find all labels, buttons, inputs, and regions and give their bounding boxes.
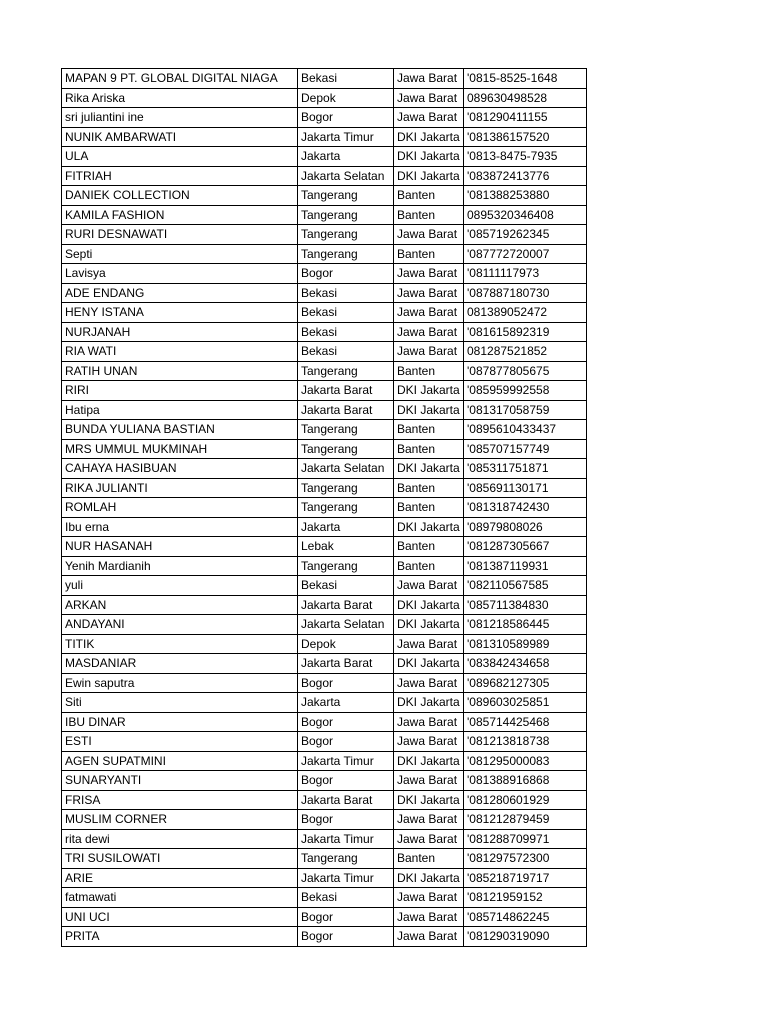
name-cell: ESTI — [62, 732, 298, 752]
city-cell: Jakarta — [298, 693, 394, 713]
city-cell: Tangerang — [298, 186, 394, 206]
name-cell: ULA — [62, 147, 298, 167]
phone-cell: '0895610433437 — [464, 420, 587, 440]
name-cell: Lavisya — [62, 264, 298, 284]
name-cell: RURI DESNAWATI — [62, 225, 298, 245]
table-row — [62, 69, 587, 89]
phone-cell: '081290319090 — [464, 927, 587, 947]
name-cell: ARKAN — [62, 595, 298, 615]
province-cell: Jawa Barat — [394, 322, 464, 342]
city-cell: Tangerang — [298, 420, 394, 440]
city-cell: Jakarta Selatan — [298, 459, 394, 479]
phone-cell: '081287305667 — [464, 537, 587, 557]
name-cell: NUR HASANAH — [62, 537, 298, 557]
phone-cell: '081318742430 — [464, 498, 587, 518]
province-cell: Jawa Barat — [394, 283, 464, 303]
table-row — [62, 283, 587, 303]
table-row — [62, 439, 587, 459]
name-cell: Hatipa — [62, 400, 298, 420]
province-cell: Jawa Barat — [394, 264, 464, 284]
table-row — [62, 868, 587, 888]
province-cell: DKI Jakarta — [394, 751, 464, 771]
phone-cell: 081389052472 — [464, 303, 587, 323]
city-cell: Lebak — [298, 537, 394, 557]
city-cell: Tangerang — [298, 849, 394, 869]
name-cell: ADE ENDANG — [62, 283, 298, 303]
province-cell: DKI Jakarta — [394, 654, 464, 674]
province-cell: Jawa Barat — [394, 888, 464, 908]
name-cell: Ewin saputra — [62, 673, 298, 693]
name-cell: ARIE — [62, 868, 298, 888]
province-cell: DKI Jakarta — [394, 615, 464, 635]
city-cell: Jakarta Barat — [298, 595, 394, 615]
name-cell: DANIEK COLLECTION — [62, 186, 298, 206]
city-cell: Tangerang — [298, 244, 394, 264]
city-cell: Bogor — [298, 712, 394, 732]
name-cell: MAPAN 9 PT. GLOBAL DIGITAL NIAGA — [62, 69, 298, 89]
table-row — [62, 693, 587, 713]
phone-cell: '081212879459 — [464, 810, 587, 830]
table-row — [62, 303, 587, 323]
province-cell: Jawa Barat — [394, 927, 464, 947]
province-cell: DKI Jakarta — [394, 517, 464, 537]
province-cell: Jawa Barat — [394, 225, 464, 245]
name-cell: IBU DINAR — [62, 712, 298, 732]
name-cell: Rika Ariska — [62, 88, 298, 108]
table-row — [62, 673, 587, 693]
city-cell: Bekasi — [298, 303, 394, 323]
table-row — [62, 537, 587, 557]
city-cell: Jakarta Timur — [298, 829, 394, 849]
table-row — [62, 634, 587, 654]
province-cell: Jawa Barat — [394, 771, 464, 791]
phone-cell: 081287521852 — [464, 342, 587, 362]
name-cell: RATIH UNAN — [62, 361, 298, 381]
phone-cell: '08111117973 — [464, 264, 587, 284]
city-cell: Jakarta Timur — [298, 751, 394, 771]
table-row — [62, 615, 587, 635]
province-cell: DKI Jakarta — [394, 868, 464, 888]
province-cell: Jawa Barat — [394, 108, 464, 128]
table-row — [62, 381, 587, 401]
name-cell: FRISA — [62, 790, 298, 810]
table-row — [62, 244, 587, 264]
table-row — [62, 127, 587, 147]
phone-cell: '081297572300 — [464, 849, 587, 869]
province-cell: Banten — [394, 556, 464, 576]
table-row — [62, 849, 587, 869]
phone-cell: '081288709971 — [464, 829, 587, 849]
name-cell: yuli — [62, 576, 298, 596]
phone-cell: '08121959152 — [464, 888, 587, 908]
name-cell: Siti — [62, 693, 298, 713]
city-cell: Bogor — [298, 673, 394, 693]
table-row — [62, 361, 587, 381]
province-cell: Banten — [394, 186, 464, 206]
city-cell: Jakarta Barat — [298, 381, 394, 401]
phone-cell: '081280601929 — [464, 790, 587, 810]
phone-cell: '085719262345 — [464, 225, 587, 245]
table-row — [62, 576, 587, 596]
name-cell: ANDAYANI — [62, 615, 298, 635]
city-cell: Bekasi — [298, 69, 394, 89]
name-cell: rita dewi — [62, 829, 298, 849]
city-cell: Tangerang — [298, 361, 394, 381]
city-cell: Bekasi — [298, 283, 394, 303]
name-cell: MUSLIM CORNER — [62, 810, 298, 830]
city-cell: Bogor — [298, 927, 394, 947]
city-cell: Jakarta Selatan — [298, 166, 394, 186]
phone-cell: '085959992558 — [464, 381, 587, 401]
province-cell: DKI Jakarta — [394, 693, 464, 713]
phone-cell: '0813-8475-7935 — [464, 147, 587, 167]
table-row — [62, 751, 587, 771]
name-cell: FITRIAH — [62, 166, 298, 186]
city-cell: Tangerang — [298, 556, 394, 576]
city-cell: Jakarta — [298, 147, 394, 167]
city-cell: Depok — [298, 88, 394, 108]
province-cell: Jawa Barat — [394, 732, 464, 752]
contact-table — [61, 68, 587, 947]
city-cell: Jakarta Timur — [298, 868, 394, 888]
city-cell: Bogor — [298, 264, 394, 284]
phone-cell: 0895320346408 — [464, 205, 587, 225]
table-row — [62, 595, 587, 615]
table-row — [62, 478, 587, 498]
table-row — [62, 498, 587, 518]
phone-cell: '085311751871 — [464, 459, 587, 479]
province-cell: Jawa Barat — [394, 673, 464, 693]
city-cell: Jakarta Barat — [298, 790, 394, 810]
province-cell: Banten — [394, 478, 464, 498]
city-cell: Jakarta Timur — [298, 127, 394, 147]
province-cell: DKI Jakarta — [394, 400, 464, 420]
name-cell: PRITA — [62, 927, 298, 947]
phone-cell: '085218719717 — [464, 868, 587, 888]
table-row — [62, 108, 587, 128]
phone-cell: '081388916868 — [464, 771, 587, 791]
name-cell: MASDANIAR — [62, 654, 298, 674]
province-cell: Banten — [394, 439, 464, 459]
phone-cell: '08979808026 — [464, 517, 587, 537]
city-cell: Bekasi — [298, 322, 394, 342]
table-row — [62, 888, 587, 908]
table-row — [62, 810, 587, 830]
city-cell: Tangerang — [298, 439, 394, 459]
phone-cell: '085711384830 — [464, 595, 587, 615]
name-cell: RIKA JULIANTI — [62, 478, 298, 498]
name-cell: SUNARYANTI — [62, 771, 298, 791]
city-cell: Bogor — [298, 108, 394, 128]
name-cell: CAHAYA HASIBUAN — [62, 459, 298, 479]
table-row — [62, 342, 587, 362]
province-cell: DKI Jakarta — [394, 147, 464, 167]
province-cell: Jawa Barat — [394, 634, 464, 654]
province-cell: DKI Jakarta — [394, 595, 464, 615]
phone-cell: '085714425468 — [464, 712, 587, 732]
table-row — [62, 166, 587, 186]
province-cell: DKI Jakarta — [394, 790, 464, 810]
phone-cell: '083842434658 — [464, 654, 587, 674]
phone-cell: '0815-8525-1648 — [464, 69, 587, 89]
name-cell: AGEN SUPATMINI — [62, 751, 298, 771]
city-cell: Bekasi — [298, 888, 394, 908]
province-cell: Banten — [394, 244, 464, 264]
province-cell: Banten — [394, 420, 464, 440]
name-cell: MRS UMMUL MUKMINAH — [62, 439, 298, 459]
table-row — [62, 459, 587, 479]
table-row — [62, 790, 587, 810]
name-cell: KAMILA FASHION — [62, 205, 298, 225]
province-cell: Banten — [394, 849, 464, 869]
phone-cell: '085714862245 — [464, 907, 587, 927]
phone-cell: '081295000083 — [464, 751, 587, 771]
province-cell: Jawa Barat — [394, 342, 464, 362]
city-cell: Jakarta Selatan — [298, 615, 394, 635]
province-cell: Jawa Barat — [394, 88, 464, 108]
table-row — [62, 712, 587, 732]
phone-cell: '081386157520 — [464, 127, 587, 147]
name-cell: RIA WATI — [62, 342, 298, 362]
phone-cell: '081213818738 — [464, 732, 587, 752]
province-cell: Jawa Barat — [394, 69, 464, 89]
province-cell: Jawa Barat — [394, 907, 464, 927]
province-cell: Jawa Barat — [394, 576, 464, 596]
city-cell: Bekasi — [298, 342, 394, 362]
table-row — [62, 654, 587, 674]
phone-cell: 089630498528 — [464, 88, 587, 108]
name-cell: BUNDA YULIANA BASTIAN — [62, 420, 298, 440]
name-cell: fatmawati — [62, 888, 298, 908]
province-cell: Banten — [394, 498, 464, 518]
phone-cell: '089682127305 — [464, 673, 587, 693]
phone-cell: '085691130171 — [464, 478, 587, 498]
phone-cell: '085707157749 — [464, 439, 587, 459]
province-cell: Jawa Barat — [394, 303, 464, 323]
table-row — [62, 264, 587, 284]
city-cell: Tangerang — [298, 498, 394, 518]
table-row — [62, 732, 587, 752]
table-row — [62, 186, 587, 206]
province-cell: DKI Jakarta — [394, 381, 464, 401]
table-row — [62, 907, 587, 927]
name-cell: TRI SUSILOWATI — [62, 849, 298, 869]
name-cell: ROMLAH — [62, 498, 298, 518]
table-row — [62, 829, 587, 849]
table-row — [62, 225, 587, 245]
province-cell: Banten — [394, 205, 464, 225]
name-cell: RIRI — [62, 381, 298, 401]
table-row — [62, 420, 587, 440]
city-cell: Bekasi — [298, 576, 394, 596]
province-cell: Jawa Barat — [394, 712, 464, 732]
table-row — [62, 400, 587, 420]
name-cell: Ibu erna — [62, 517, 298, 537]
name-cell: Septi — [62, 244, 298, 264]
city-cell: Jakarta Barat — [298, 654, 394, 674]
city-cell: Tangerang — [298, 225, 394, 245]
province-cell: Jawa Barat — [394, 810, 464, 830]
phone-cell: '087877805675 — [464, 361, 587, 381]
contact-table-body — [62, 69, 587, 947]
table-row — [62, 205, 587, 225]
city-cell: Bogor — [298, 810, 394, 830]
table-row — [62, 322, 587, 342]
table-row — [62, 556, 587, 576]
name-cell: sri juliantini ine — [62, 108, 298, 128]
city-cell: Tangerang — [298, 205, 394, 225]
phone-cell: '082110567585 — [464, 576, 587, 596]
phone-cell: '081388253880 — [464, 186, 587, 206]
name-cell: NURJANAH — [62, 322, 298, 342]
city-cell: Bogor — [298, 907, 394, 927]
phone-cell: '087772720007 — [464, 244, 587, 264]
phone-cell: '081317058759 — [464, 400, 587, 420]
phone-cell: '083872413776 — [464, 166, 587, 186]
city-cell: Tangerang — [298, 478, 394, 498]
table-row — [62, 147, 587, 167]
phone-cell: '081290411155 — [464, 108, 587, 128]
province-cell: DKI Jakarta — [394, 166, 464, 186]
phone-cell: '081218586445 — [464, 615, 587, 635]
city-cell: Bogor — [298, 732, 394, 752]
table-row — [62, 88, 587, 108]
name-cell: Yenih Mardianih — [62, 556, 298, 576]
province-cell: Banten — [394, 361, 464, 381]
province-cell: DKI Jakarta — [394, 459, 464, 479]
province-cell: DKI Jakarta — [394, 127, 464, 147]
table-row — [62, 517, 587, 537]
phone-cell: '081615892319 — [464, 322, 587, 342]
name-cell: HENY ISTANA — [62, 303, 298, 323]
table-row — [62, 927, 587, 947]
table-row — [62, 771, 587, 791]
phone-cell: '087887180730 — [464, 283, 587, 303]
name-cell: NUNIK AMBARWATI — [62, 127, 298, 147]
name-cell: TITIK — [62, 634, 298, 654]
city-cell: Jakarta Barat — [298, 400, 394, 420]
city-cell: Jakarta — [298, 517, 394, 537]
phone-cell: '081387119931 — [464, 556, 587, 576]
province-cell: Jawa Barat — [394, 829, 464, 849]
name-cell: UNI UCI — [62, 907, 298, 927]
province-cell: Banten — [394, 537, 464, 557]
city-cell: Depok — [298, 634, 394, 654]
phone-cell: '081310589989 — [464, 634, 587, 654]
phone-cell: '089603025851 — [464, 693, 587, 713]
city-cell: Bogor — [298, 771, 394, 791]
